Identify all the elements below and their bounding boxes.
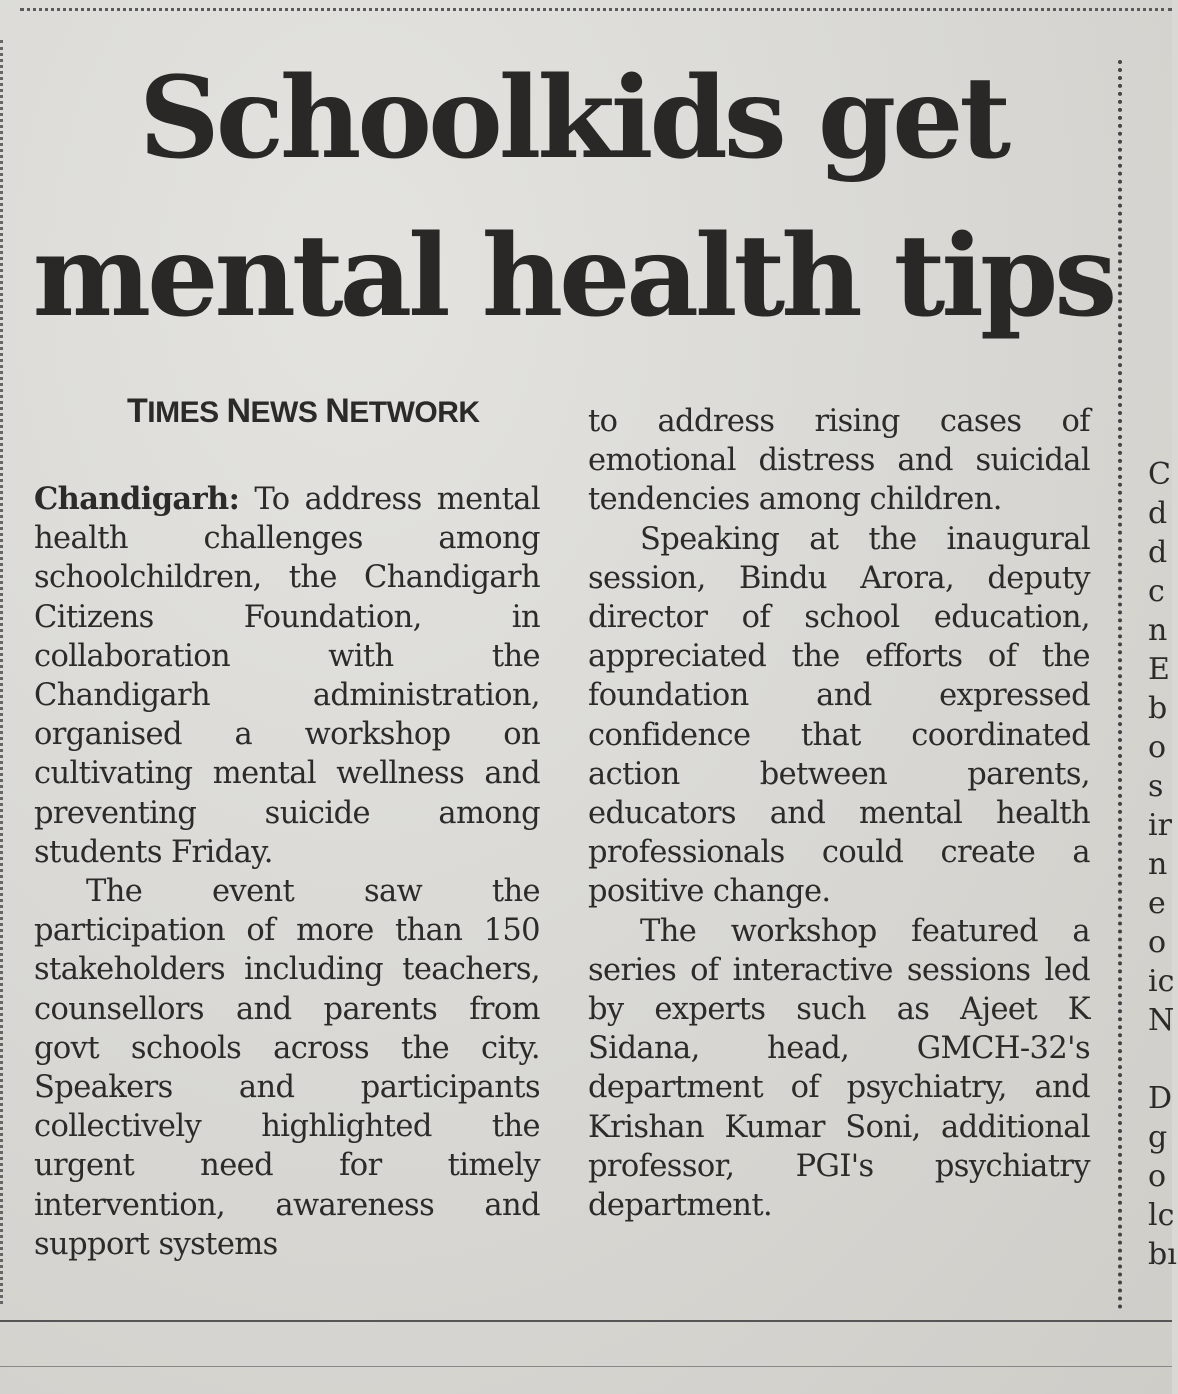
dateline: Chandigarh: bbox=[34, 481, 240, 517]
fragment-line: e bbox=[1148, 886, 1166, 921]
bottom-rule bbox=[0, 1320, 1172, 1322]
fragment-line: d bbox=[1148, 535, 1168, 570]
fragment-line: E bbox=[1148, 652, 1170, 687]
fragment-line: o bbox=[1148, 925, 1167, 960]
top-dotted-rule bbox=[20, 8, 1172, 11]
article-paragraph-1: Chandigarh: To address mental health challenges among schoolchildren, the Chandigarh Citizens Foundation, in collaboration with the Chandigarh administration, organised a workshop on cultivating mental wellness and preventing suicide among students Friday. bbox=[34, 481, 540, 870]
article-paragraph-4: Speaking at the inaugural session, Bindu Arora, deputy director of school education, appreciated the efforts of the foundation and expressed confidence that coordinated action between parents, educators and mental health professionals could create a positive change. bbox=[588, 521, 1090, 910]
fragment-line: bı bbox=[1148, 1237, 1177, 1272]
article-paragraph-3: to address rising cases of emotional distress and suicidal tendencies among children. bbox=[588, 404, 1090, 518]
article-column-right bbox=[588, 402, 1090, 1225]
article-paragraph-2: The event saw the participation of more than 150 stakeholders including teachers, counsellors and parents from govt schools across the city. Speakers and participants collectively highlighted the urgent need for timely intervention, awareness and support systems bbox=[34, 874, 540, 1262]
fragment-line: lc bbox=[1148, 1198, 1175, 1233]
fragment-line: D bbox=[1148, 1081, 1173, 1116]
byline: TIMES NEWS NETWORK bbox=[127, 392, 480, 430]
adjacent-article-fragment bbox=[1148, 455, 1178, 1274]
fragment-line bbox=[1148, 1040, 1178, 1079]
fragment-line: s bbox=[1148, 769, 1164, 804]
left-dotted-rule bbox=[0, 40, 3, 1304]
fragment-line: g bbox=[1148, 1120, 1168, 1155]
column-dotted-divider bbox=[1118, 60, 1122, 1310]
article-column-left bbox=[34, 480, 540, 1264]
fragment-line: C bbox=[1148, 457, 1171, 492]
fragment-line: n bbox=[1148, 613, 1168, 648]
fragment-line: b bbox=[1148, 691, 1168, 726]
fragment-line: o bbox=[1148, 1159, 1167, 1194]
article-paragraph-5: The workshop featured a series of interactive sessions led by experts such as Ajeet K Sidana, head, GMCH-32's department of psychiatry, and Krishan Kumar Soni, additional professor, PGI's psychiatry department. bbox=[588, 913, 1090, 1224]
fragment-line: n bbox=[1148, 847, 1168, 882]
fragment-line: d bbox=[1148, 496, 1168, 531]
fragment-line: c bbox=[1148, 574, 1165, 609]
fragment-line: o bbox=[1148, 730, 1167, 765]
fragment-line: N bbox=[1148, 1003, 1175, 1038]
fragment-line: ic bbox=[1148, 964, 1175, 999]
headline: Schoolkids get mental health tips bbox=[32, 53, 1114, 342]
fragment-line: ir bbox=[1148, 808, 1172, 843]
bottom-rule-secondary bbox=[0, 1366, 1172, 1367]
